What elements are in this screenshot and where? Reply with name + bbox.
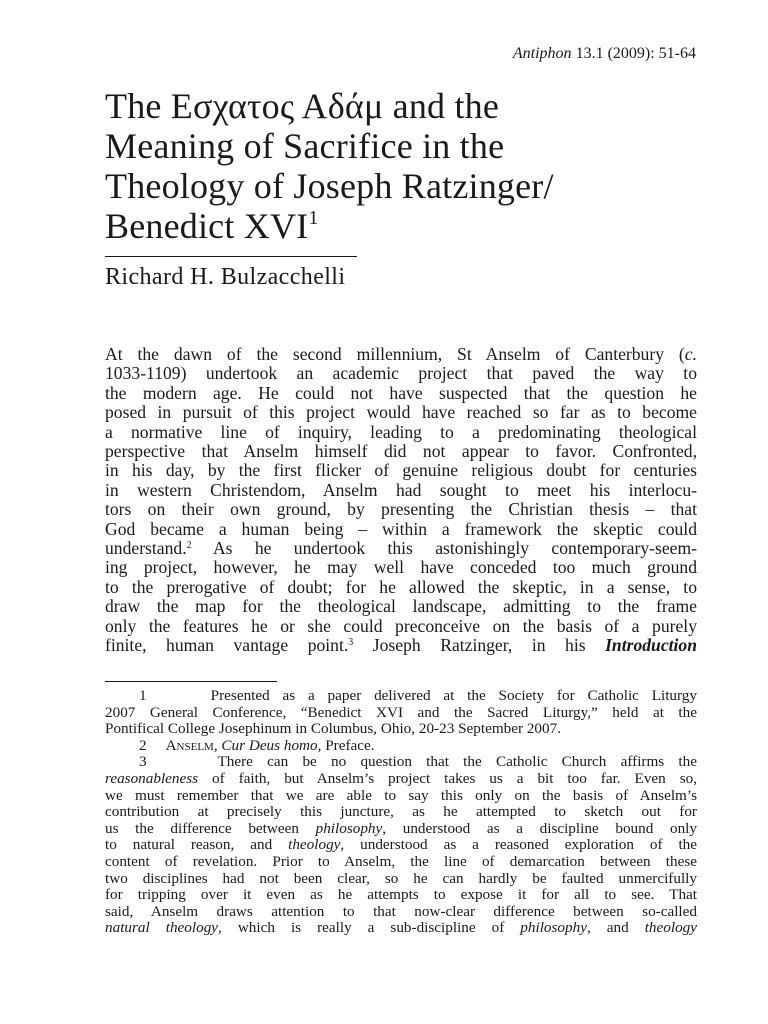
body-line: a normative line of inquiry, leading to a predominating theological (105, 421, 697, 442)
footnote-1-line: Pontifical College Josephinum in Columbus, Ohio, 20-23 September 2007. (105, 720, 562, 738)
body-line: draw the map for the theological landscape, admitting to the frame (105, 596, 697, 617)
footnote-3-line: us the difference between philosophy, understood as a discipline bound only (105, 819, 697, 837)
footnote-ref-2: 2 (186, 540, 192, 552)
footnote-1-line: 1 Presented as a paper delivered at the Society for Catholic Liturgy (139, 687, 697, 704)
title-line: Theology of Joseph Ratzinger/ (105, 166, 554, 206)
body-line: understand.$^2$ As he undertook this astonishingly contemporary-seem- (105, 538, 697, 559)
body-line: the modern age. He could not have suspected that the question he (105, 382, 697, 403)
body-line: perspective that Anselm himself did not appear to favor. Confronted, (105, 441, 697, 462)
journal-name: Antiphon (512, 45, 572, 62)
body-line: to the prerogative of doubt; for he allowed the skeptic, in a sense, to (105, 576, 697, 597)
journal-citation (513, 44, 696, 64)
title-line: Benedict XVI (105, 206, 309, 246)
body-line: in western Christendom, Anselm had sought to meet his interlocu- (105, 479, 697, 500)
footnote-3-line: natural theology, which is really a sub-discipline of philosophy, and theology (105, 919, 697, 937)
footnotes (105, 688, 697, 937)
body-line: only the features he or she could preconceive on the basis of a purely (105, 615, 697, 636)
body-line: At the dawn of the second millennium, St Anselm of Canterbury (c. (105, 344, 697, 364)
circa-abbrev: c. (684, 344, 697, 364)
footnote-2: 2 Anselm, Cur Deus homo, Preface. (139, 736, 375, 754)
body-line: finite, human vantage point.$^3$ Joseph Ratzinger, in his Introduction (105, 635, 697, 656)
footnote-3-line: content of revelation. Prior to Anselm, the line of demarcation between these (105, 852, 697, 870)
title-line: The Εσχατος Αδάμ and the (105, 86, 500, 126)
body-line: ing project, however, he may well have conceded too much ground (105, 557, 697, 578)
footnote-3-line: contribution at precisely this juncture, as he attempted to sketch out for (105, 803, 697, 821)
body-line: in his day, by the first flicker of genuine religious doubt for centuries (105, 460, 697, 481)
footnote-3-line: reasonableness of faith, but Anselm’s project takes us a bit too far. Even so, (105, 769, 697, 787)
footnote-3-line: 3 There can be no question that the Catholic Church affirms the (139, 753, 697, 771)
footnote-2-work: Cur Deus homo (221, 736, 318, 754)
body-line: 1033-1109) undertook an academic project that paved the way to (105, 363, 697, 384)
body-line: God became a human being – within a framework the skeptic could (105, 518, 697, 539)
footnote-3-line: said, Anselm draws attention to that now-clear difference between so-called (105, 902, 697, 920)
article-title (105, 86, 705, 246)
journal-issue: 13.1 (2009): 51-64 (571, 45, 696, 62)
footnote-1-line: 2007 General Conference, “Benedict XVI and the Sacred Liturgy,” held at the (105, 703, 697, 721)
body-text (105, 345, 697, 656)
title-rule (105, 256, 357, 257)
author-name: Richard H. Bulzacchelli (105, 264, 346, 290)
title-footnote-ref: 1 (308, 207, 319, 229)
body-line: posed in pursuit of this project would have reached so far as to become (105, 402, 697, 423)
footnote-ref-3: 3 (348, 637, 354, 649)
footnote-3-line: we must remember that we are able to say this only on the basis of Anselm’s (105, 786, 697, 804)
footnote-2-author: Anselm (165, 736, 214, 754)
footnote-3-line: for tripping over it even as he attempts to expose it for all to see. That (105, 886, 697, 904)
title-line: Meaning of Sacrifice in the (105, 126, 505, 166)
footnote-3-line: to natural reason, and theology, understood as a reasoned exploration of the (105, 836, 698, 854)
book-title: Introduction (605, 635, 697, 656)
body-line: tors on their own ground, by presenting the Christian thesis – that (105, 499, 697, 520)
footnote-rule (105, 681, 277, 682)
footnote-3-line: two disciplines had not been clear, so he can hardly be faulted unmercifully (105, 869, 697, 887)
